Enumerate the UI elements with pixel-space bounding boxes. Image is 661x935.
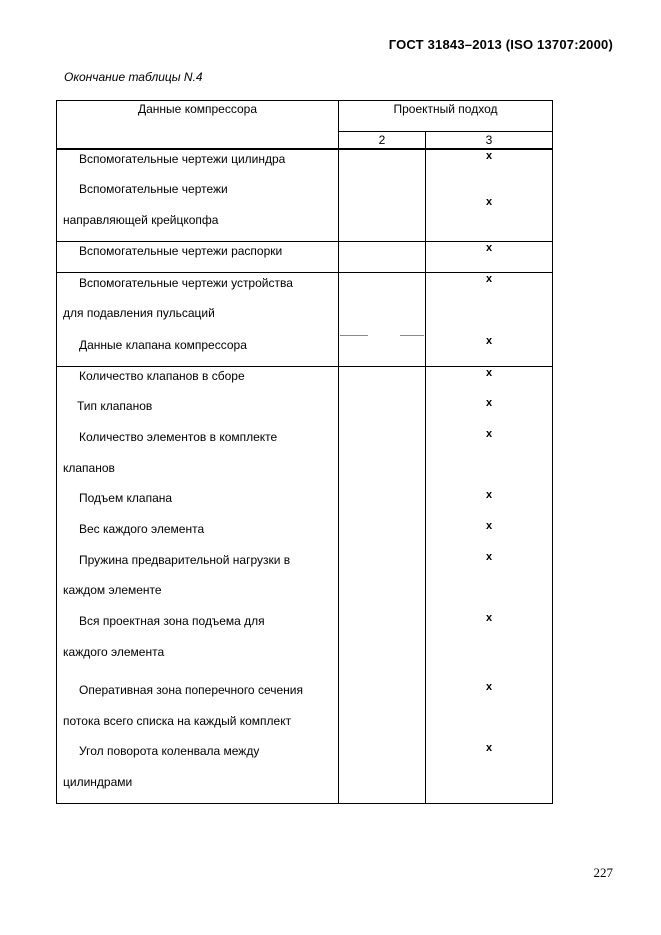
header-data-column: Данные компрессора: [138, 102, 257, 116]
table-caption: Окончание таблицы N.4: [64, 70, 203, 84]
table-row-label: клапанов: [63, 461, 115, 475]
faint-rule: [340, 335, 368, 336]
table-row-label: каждого элемента: [63, 645, 165, 659]
table-row-label: направляющей крейцкопфа: [63, 213, 219, 227]
cell-mark: x: [485, 273, 493, 285]
col-divider-1: [338, 100, 339, 804]
document-code: ГОСТ 31843–2013 (ISO 13707:2000): [388, 37, 613, 52]
cell-mark: x: [485, 742, 493, 754]
cell-mark: x: [485, 335, 493, 347]
header-col-2: 2: [378, 133, 386, 147]
table-row-label: цилиндрами: [63, 775, 133, 789]
cell-mark: x: [485, 196, 493, 208]
table-row-label: Вспомогательные чертежи распорки: [79, 244, 283, 258]
table-row-label: Подъем клапана: [79, 491, 173, 505]
header-approach-column: Проектный подход: [393, 102, 498, 116]
table-row-label: Пружина предварительной нагрузки в: [79, 553, 291, 567]
cell-mark: x: [485, 520, 493, 532]
cell-mark: x: [485, 551, 493, 563]
header-col-3: 3: [485, 133, 493, 147]
table-row-label: Тип клапанов: [77, 399, 153, 413]
cell-mark: x: [485, 367, 493, 379]
table-row-label: Вспомогательные чертежи устройства: [79, 276, 293, 290]
header-subrule: [338, 131, 553, 132]
table-row-label: Количество клапанов в сборе: [79, 369, 245, 383]
table-row-label: Угол поворота коленвала между: [79, 744, 260, 758]
table-border-top: [56, 100, 553, 101]
table-row-label: Данные клапана компрессора: [79, 338, 247, 352]
table-row-label: для подавления пульсаций: [63, 306, 215, 320]
table-row-label: Вспомогательные чертежи цилиндра: [79, 152, 286, 166]
col-divider-2: [425, 131, 426, 804]
cell-mark: x: [485, 681, 493, 693]
faint-rule: [400, 335, 424, 336]
table-border-bottom: [56, 803, 553, 804]
table-row-label: Вес каждого элемента: [79, 522, 205, 536]
table-row-label: Вся проектная зона подъема для: [79, 614, 265, 628]
cell-mark: x: [485, 150, 493, 162]
cell-mark: x: [485, 428, 493, 440]
table-row-label: Вспомогательные чертежи: [79, 182, 228, 196]
page-number: 227: [593, 865, 613, 880]
table-row-label: каждом элементе: [63, 583, 162, 597]
table-row-label: потока всего списка на каждый комплект: [63, 714, 292, 728]
cell-mark: x: [485, 397, 493, 409]
table-border-left: [56, 100, 57, 804]
cell-mark: x: [485, 612, 493, 624]
table-row-label: Количество элементов в комплекте: [79, 430, 278, 444]
cell-mark: x: [485, 242, 493, 254]
table-row-label: Оперативная зона поперечного сечения: [79, 683, 303, 697]
cell-mark: x: [485, 489, 493, 501]
table-border-right: [552, 100, 553, 804]
